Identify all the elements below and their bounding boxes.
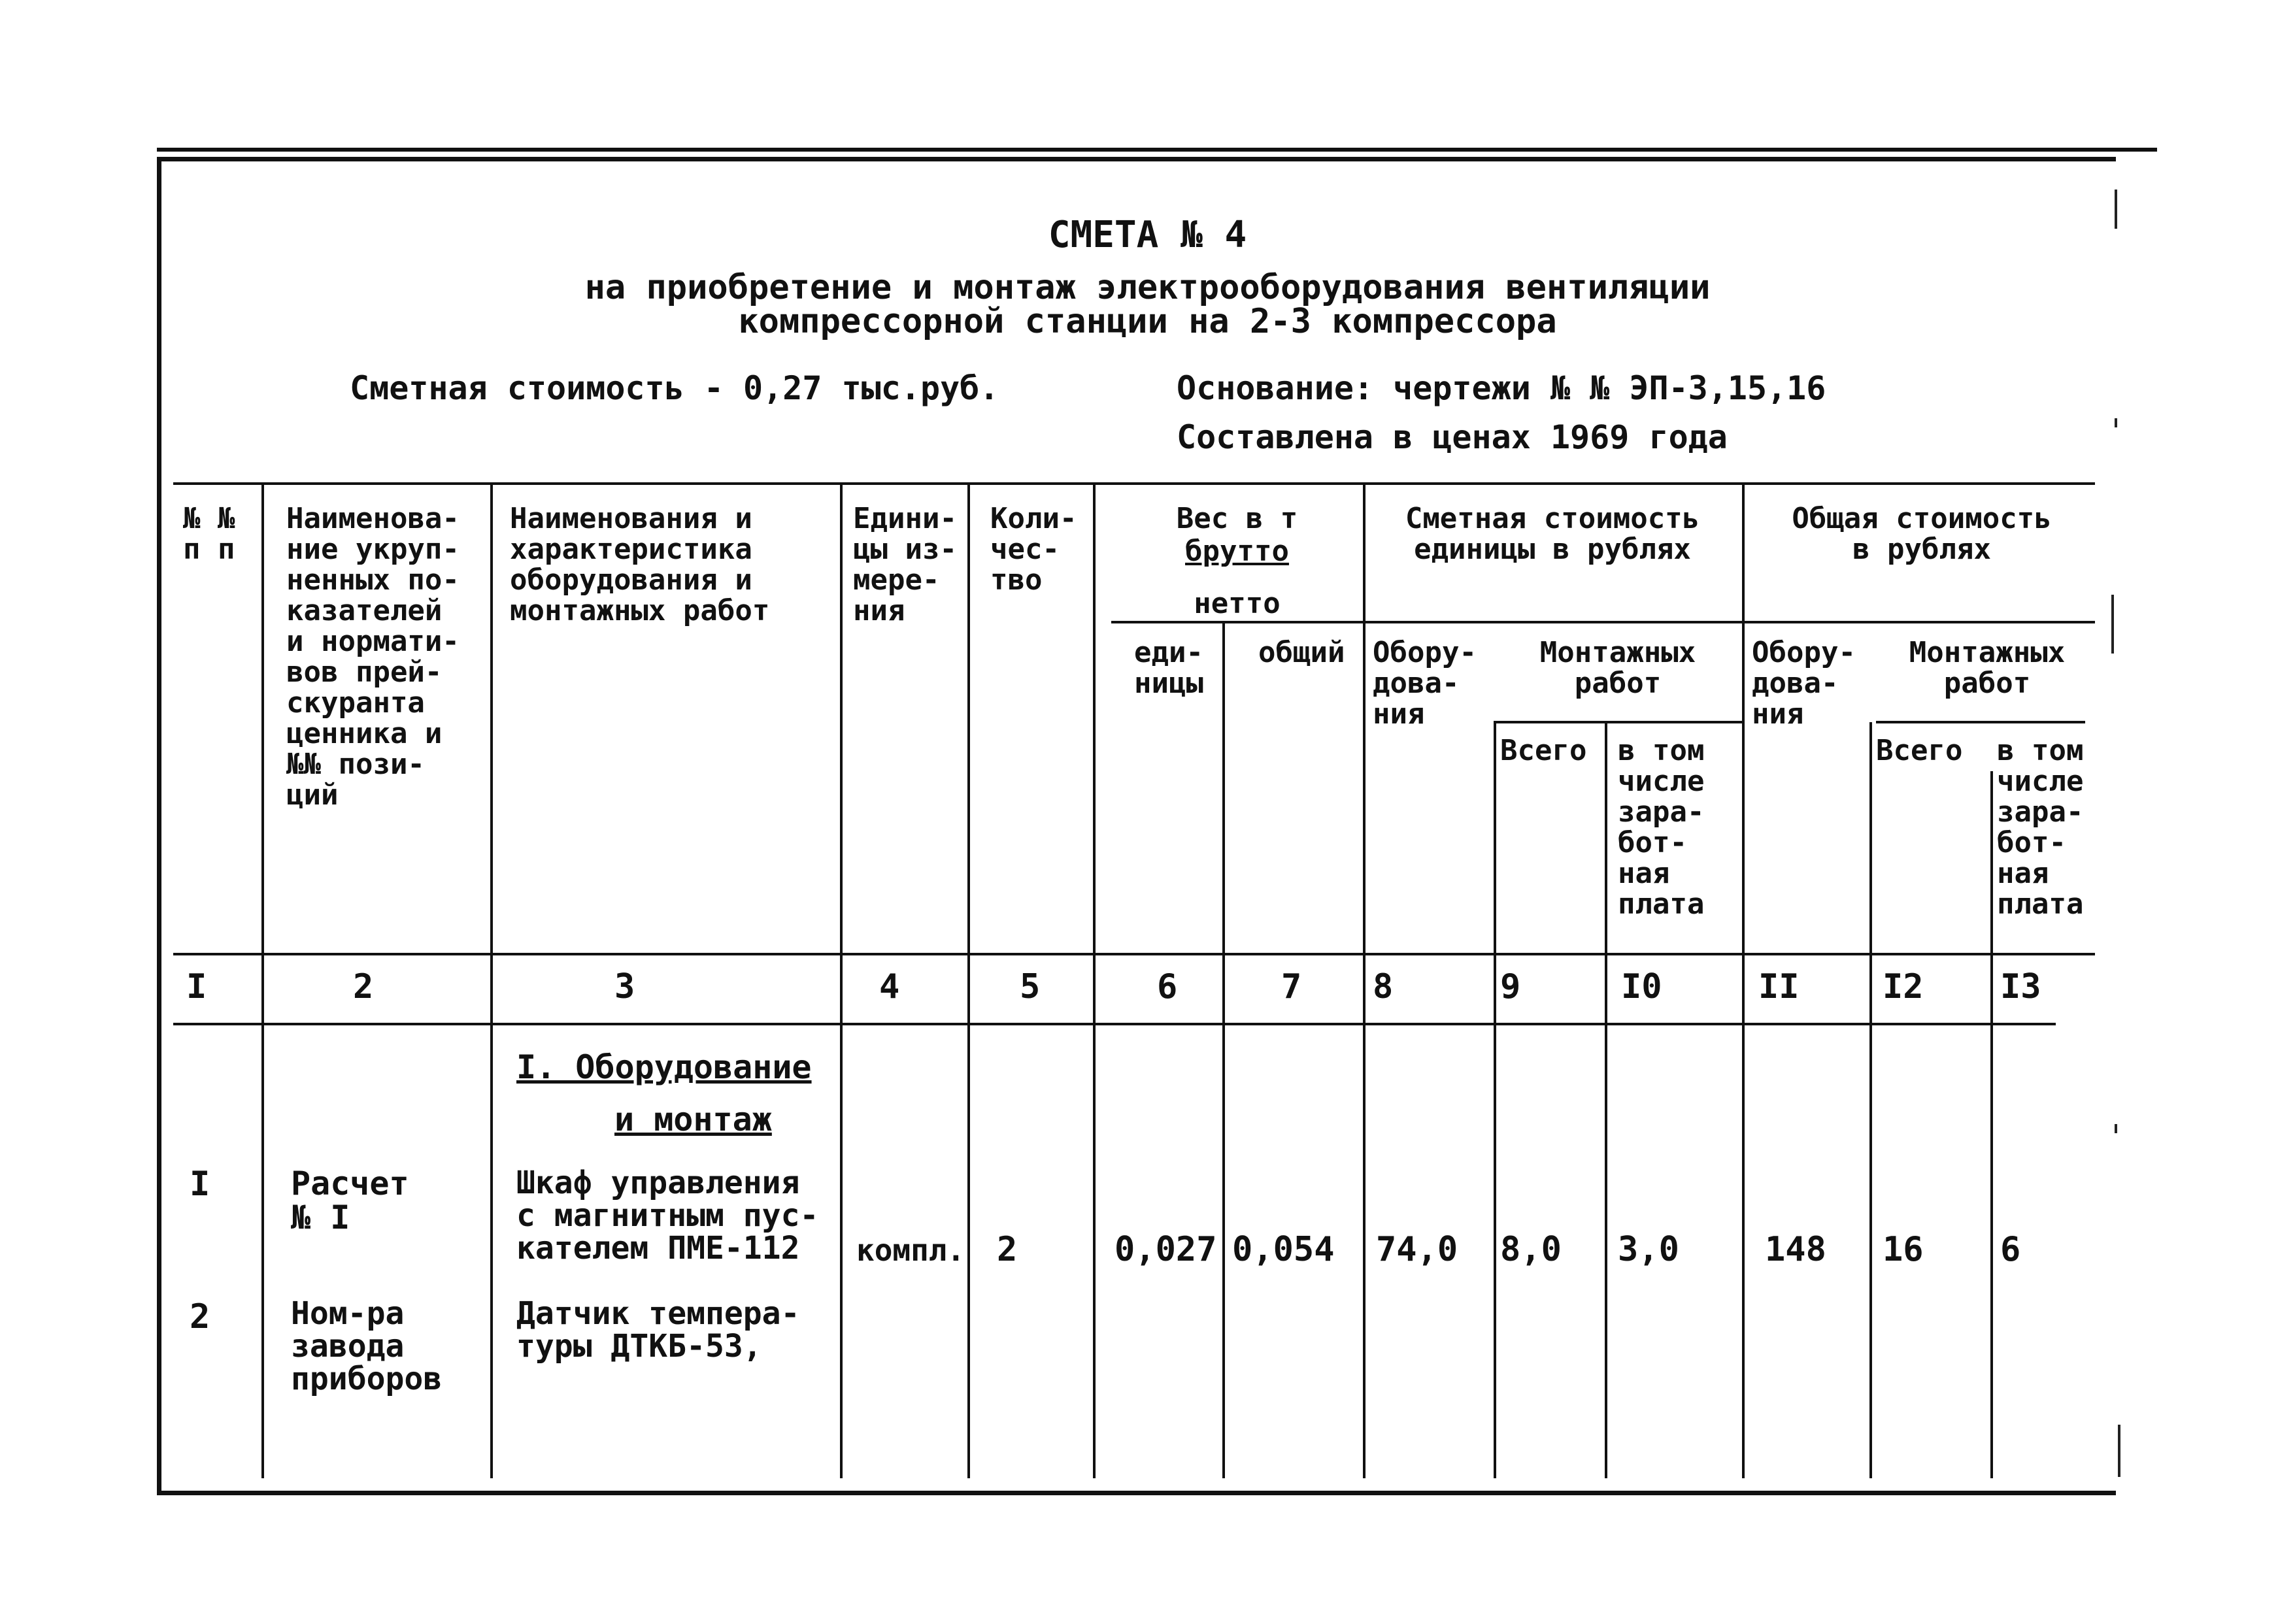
col-header-6: еди- ницы <box>1134 636 1203 700</box>
row-1-total-mount: 16 <box>1883 1230 1924 1269</box>
document-frame <box>157 157 2116 1495</box>
vline-11 <box>1869 722 1872 1478</box>
col-header-5: Коли- чес- тво <box>990 502 1077 597</box>
mount-sub-rule-2 <box>1876 721 2085 723</box>
vline-3 <box>840 485 843 1478</box>
col-num-7: 7 <box>1281 967 1302 1006</box>
col-header-3: Наименования и характеристика оборудования и монтажных работ <box>510 502 770 627</box>
col-num-9: 9 <box>1500 967 1521 1006</box>
document-subtitle-2: компрессорной станции на 2-3 компрессора <box>738 302 1557 341</box>
weight-netto-label: нетто <box>1194 587 1281 620</box>
weight-group-header: Вес в т <box>1176 502 1298 535</box>
header-bottom-rule <box>173 953 2095 955</box>
col-num-4: 4 <box>879 967 900 1006</box>
frame-top-line <box>157 148 2157 152</box>
col-header-8: Обору- дова- ния <box>1373 636 1477 731</box>
col-header-11: Обору- дова- ния <box>1752 636 1856 731</box>
col-header-1: № № п п <box>183 502 235 566</box>
col-num-12: I2 <box>1883 967 1924 1006</box>
col-header-10: в том числе зара- бот- ная плата <box>1618 734 1705 921</box>
document-subtitle-1: на приобретение и монтаж электрооборудования вентиляции <box>584 268 1711 307</box>
col-num-1: I <box>186 967 207 1006</box>
col-num-11: II <box>1758 967 1800 1006</box>
row-2-name: Датчик темпера- туры ДТКБ-53, <box>516 1295 800 1365</box>
row-1-unit: компл. <box>856 1233 965 1268</box>
col-header-12: Всего <box>1876 734 1963 767</box>
vline-8 <box>1494 722 1496 1478</box>
scan-mark-1 <box>2115 190 2117 229</box>
row-1-name: Шкаф управления с магнитным пус- кателем ПМЕ-112 <box>516 1165 819 1267</box>
compiled-prices: Составлена в ценах 1969 года <box>1177 418 1728 456</box>
vline-9 <box>1605 722 1607 1478</box>
row-1-unit-mount-wage: 3,0 <box>1618 1230 1679 1269</box>
col-header-7: общий <box>1258 636 1345 669</box>
vline-12 <box>1990 771 1993 1478</box>
row-1-no: I <box>190 1165 210 1204</box>
document-title: СМЕТА № 4 <box>1048 214 1247 256</box>
table-top-rule <box>173 482 2095 485</box>
row-1-qty: 2 <box>997 1230 1018 1269</box>
weight-brutto-label: брутто <box>1185 535 1289 568</box>
basis-drawings: Основание: чертежи № № ЭП-3,15,16 <box>1177 369 1826 407</box>
row-1-basis: Расчет № I <box>291 1165 409 1236</box>
numbers-bottom-rule <box>173 1023 2056 1025</box>
row-1-total-wage: 6 <box>2000 1230 2021 1269</box>
scan-mark-4 <box>2115 1124 2117 1133</box>
weight-sub-rule <box>1111 621 1363 623</box>
row-1-weight-total: 0,054 <box>1232 1230 1335 1269</box>
col-num-6: 6 <box>1157 967 1178 1006</box>
col-num-13: I3 <box>2000 967 2041 1006</box>
col-num-3: 3 <box>614 967 635 1006</box>
scan-mark-2 <box>2115 418 2117 427</box>
row-1-total-equipment: 148 <box>1765 1230 1826 1269</box>
unit-cost-group-header: Сметная стоимость единицы в рублях <box>1405 502 1700 566</box>
vline-10 <box>1742 485 1745 1478</box>
scan-mark-3 <box>2111 595 2114 654</box>
vline-5 <box>1093 485 1096 1478</box>
col-num-2: 2 <box>353 967 374 1006</box>
total-cost-group-header: Общая стоимость в рублях <box>1792 502 2052 566</box>
row-1-unit-equipment: 74,0 <box>1376 1230 1458 1269</box>
mount-group-header: Монтажных работ <box>1539 636 1696 700</box>
col-header-4: Едини- цы из- мере- ния <box>853 502 957 627</box>
mount-sub-rule-1 <box>1494 721 1742 723</box>
col-header-9: Всего <box>1500 734 1587 767</box>
vline-1 <box>261 485 264 1478</box>
section-title-cont: и монтаж <box>614 1101 772 1138</box>
row-2-basis: Ном-ра завода приборов <box>291 1295 443 1397</box>
cost-group-rule <box>1363 621 2095 623</box>
vline-2 <box>490 485 493 1478</box>
col-header-2: Наименова- ние укруп- ненных по- казателей и нормати- вов прей- скуранта ценника и №№ пози- ций <box>286 502 460 812</box>
col-header-13: в том числе зара- бот- ная плата <box>1997 734 2084 921</box>
col-num-5: 5 <box>1020 967 1041 1006</box>
scan-mark-5 <box>2118 1425 2120 1477</box>
row-1-unit-mount-total: 8,0 <box>1500 1230 1562 1269</box>
row-1-weight-unit: 0,027 <box>1114 1230 1217 1269</box>
col-num-10: I0 <box>1621 967 1662 1006</box>
vline-4 <box>967 485 970 1478</box>
mount-group-header-2: Монтажных работ <box>1909 636 2066 700</box>
estimated-cost: Сметная стоимость - 0,27 тыс.руб. <box>350 369 999 407</box>
vline-6 <box>1222 623 1225 1478</box>
vline-7 <box>1363 485 1365 1478</box>
col-num-8: 8 <box>1373 967 1394 1006</box>
row-2-no: 2 <box>190 1297 210 1336</box>
section-title: I. Оборудование <box>516 1048 812 1086</box>
